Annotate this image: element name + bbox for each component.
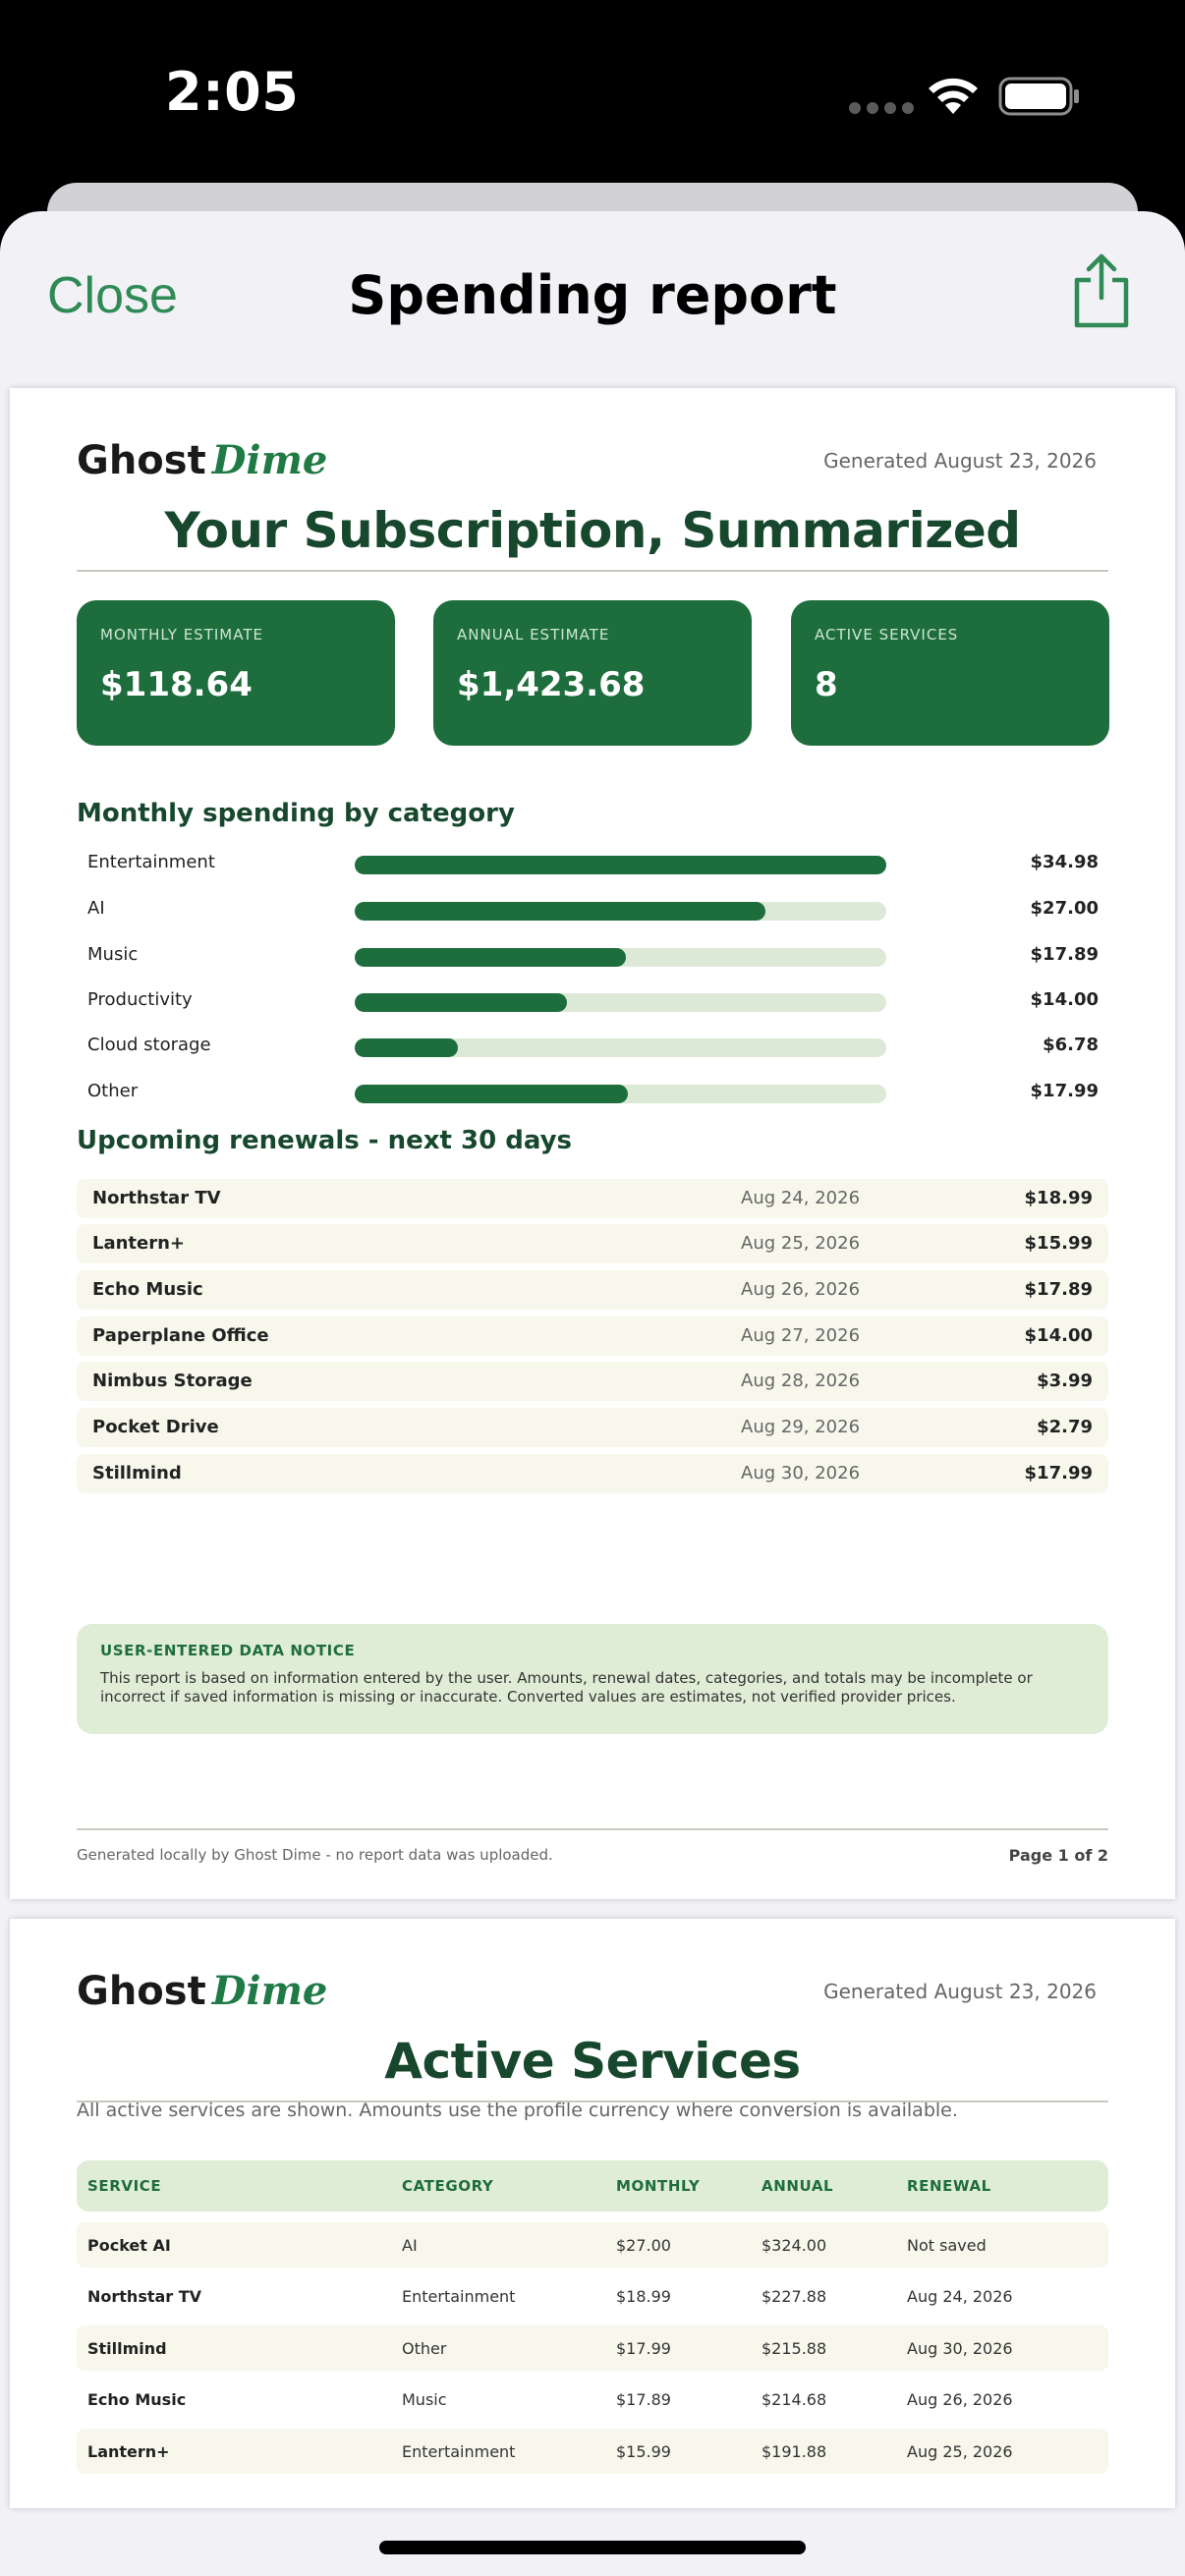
table-row xyxy=(77,2429,1108,2474)
category-name: Entertainment xyxy=(87,852,215,872)
category-amount: $34.98 xyxy=(1030,852,1099,872)
category-row xyxy=(77,1075,1108,1114)
cell-annual: $324.00 xyxy=(762,2236,827,2255)
title-divider xyxy=(77,570,1108,572)
cell-monthly: $17.99 xyxy=(616,2339,671,2358)
cellular-signal-icon xyxy=(849,102,914,114)
cell-service: Stillmind xyxy=(87,2339,167,2358)
category-bar-fill xyxy=(355,993,567,1012)
services-table-header xyxy=(77,2160,1108,2212)
category-bar xyxy=(355,902,886,921)
cell-category: Entertainment xyxy=(402,2287,516,2306)
renewal-service: Pocket Drive xyxy=(92,1417,219,1437)
annual-estimate-card xyxy=(433,600,752,746)
renewal-date: Aug 24, 2026 xyxy=(741,1188,861,1208)
category-bar xyxy=(355,856,886,874)
renewal-row xyxy=(77,1224,1108,1263)
category-amount: $17.89 xyxy=(1030,944,1099,965)
column-header-service: SERVICE xyxy=(87,2177,162,2195)
stat-value: 8 xyxy=(815,665,838,704)
renewal-amount: $17.99 xyxy=(1024,1463,1093,1484)
cell-monthly: $18.99 xyxy=(616,2287,671,2306)
renewal-service: Nimbus Storage xyxy=(92,1371,253,1391)
renewal-date: Aug 29, 2026 xyxy=(741,1417,861,1437)
report-page-1[interactable] xyxy=(10,388,1175,1899)
stat-label: ANNUAL ESTIMATE xyxy=(457,626,610,644)
renewal-date: Aug 30, 2026 xyxy=(741,1463,861,1484)
cell-monthly: $27.00 xyxy=(616,2236,671,2255)
column-header-monthly: MONTHLY xyxy=(616,2177,701,2195)
category-name: Other xyxy=(87,1081,139,1101)
column-header-category: CATEGORY xyxy=(402,2177,494,2195)
data-notice xyxy=(77,1624,1108,1734)
cell-annual: $215.88 xyxy=(762,2339,827,2358)
renewal-row xyxy=(77,1408,1108,1447)
renewal-row xyxy=(77,1270,1108,1310)
footer-divider xyxy=(77,1828,1108,1830)
table-row xyxy=(77,2273,1108,2319)
category-row xyxy=(77,983,1108,1023)
footer-note: Generated locally by Ghost Dime - no report data was uploaded. xyxy=(77,1846,553,1864)
services-title: Active Services xyxy=(384,2033,801,2090)
battery-icon xyxy=(998,77,1081,116)
stat-label: ACTIVE SERVICES xyxy=(815,626,959,644)
report-sheet xyxy=(0,211,1185,2576)
renewal-amount: $17.89 xyxy=(1024,1279,1093,1300)
sheet-title: Spending report xyxy=(348,264,837,326)
renewal-service: Paperplane Office xyxy=(92,1325,269,1346)
notice-body: This report is based on information entered by the user. Amounts, renewal dates, categories, and totals may be incomplete or incorrect if saved information is missing or inaccurate. Converted values are estimates, not verified provider prices. xyxy=(100,1669,1033,1706)
column-header-annual: ANNUAL xyxy=(762,2177,834,2195)
renewal-service: Echo Music xyxy=(92,1279,203,1300)
category-row xyxy=(77,846,1108,885)
category-name: Productivity xyxy=(87,989,193,1010)
category-bar-fill xyxy=(355,902,765,921)
renewal-row xyxy=(77,1316,1108,1356)
category-name: AI xyxy=(87,898,105,919)
cell-renewal: Aug 30, 2026 xyxy=(907,2339,1013,2358)
category-bar xyxy=(355,993,886,1012)
category-bar xyxy=(355,1085,886,1103)
table-row xyxy=(77,2222,1108,2268)
category-row xyxy=(77,892,1108,931)
table-row xyxy=(77,2325,1108,2371)
category-amount: $27.00 xyxy=(1030,898,1099,919)
share-button[interactable] xyxy=(1067,251,1136,329)
column-header-renewal: RENEWAL xyxy=(907,2177,991,2195)
renewal-date: Aug 28, 2026 xyxy=(741,1371,861,1391)
cell-monthly: $15.99 xyxy=(616,2442,671,2461)
category-amount: $17.99 xyxy=(1030,1081,1099,1101)
cell-service: Pocket AI xyxy=(87,2236,171,2255)
cell-service: Lantern+ xyxy=(87,2442,170,2461)
category-amount: $6.78 xyxy=(1043,1035,1099,1055)
cell-service: Northstar TV xyxy=(87,2287,202,2306)
category-amount: $14.00 xyxy=(1030,989,1099,1010)
renewal-row xyxy=(77,1179,1108,1218)
renewal-service: Lantern+ xyxy=(92,1233,186,1254)
cell-annual: $227.88 xyxy=(762,2287,827,2306)
renewal-date: Aug 25, 2026 xyxy=(741,1233,861,1254)
category-name: Cloud storage xyxy=(87,1035,211,1055)
category-row xyxy=(77,1029,1108,1068)
brand-logo: Ghost Dime xyxy=(77,437,328,483)
cell-category: Entertainment xyxy=(402,2442,516,2461)
status-time: 2:05 xyxy=(165,61,300,123)
category-bar xyxy=(355,1038,886,1057)
cell-annual: $191.88 xyxy=(762,2442,827,2461)
page-number: Page 1 of 2 xyxy=(1008,1846,1108,1865)
brand-logo: Ghost Dime xyxy=(77,1968,328,2014)
renewal-amount: $15.99 xyxy=(1024,1233,1093,1254)
renewal-row xyxy=(77,1454,1108,1493)
active-services-card xyxy=(791,600,1109,746)
cell-category: Music xyxy=(402,2390,447,2409)
category-bar-fill xyxy=(355,1085,628,1103)
cell-category: AI xyxy=(402,2236,418,2255)
renewal-amount: $2.79 xyxy=(1037,1417,1093,1437)
share-icon xyxy=(1067,251,1136,329)
cell-renewal: Aug 26, 2026 xyxy=(907,2390,1013,2409)
cell-renewal: Aug 24, 2026 xyxy=(907,2287,1013,2306)
cell-category: Other xyxy=(402,2339,447,2358)
cell-renewal: Aug 25, 2026 xyxy=(907,2442,1013,2461)
renewal-row xyxy=(77,1362,1108,1401)
cell-service: Echo Music xyxy=(87,2390,187,2409)
wifi-icon xyxy=(926,75,981,116)
renewal-amount: $14.00 xyxy=(1024,1325,1093,1346)
generated-date: Generated August 23, 2026 xyxy=(823,1980,1097,2003)
category-bar-fill xyxy=(355,856,886,874)
renewal-amount: $18.99 xyxy=(1024,1188,1093,1208)
renewal-date: Aug 26, 2026 xyxy=(741,1279,861,1300)
cell-monthly: $17.89 xyxy=(616,2390,671,2409)
category-bar xyxy=(355,948,886,967)
report-page-2[interactable] xyxy=(10,1919,1175,2508)
renewals-heading: Upcoming renewals - next 30 days xyxy=(77,1126,573,1155)
notice-title: USER-ENTERED DATA NOTICE xyxy=(100,1642,356,1659)
renewal-service: Northstar TV xyxy=(92,1188,221,1208)
category-row xyxy=(77,938,1108,978)
services-subtitle: All active services are shown. Amounts use the profile currency where conversion is available. xyxy=(77,2100,958,2121)
cell-annual: $214.68 xyxy=(762,2390,827,2409)
monthly-estimate-card xyxy=(77,600,395,746)
close-button[interactable]: Close xyxy=(47,267,178,324)
stat-label: MONTHLY ESTIMATE xyxy=(100,626,263,644)
renewal-amount: $3.99 xyxy=(1037,1371,1093,1391)
category-bar-fill xyxy=(355,1038,458,1057)
generated-date: Generated August 23, 2026 xyxy=(823,449,1097,473)
category-heading: Monthly spending by category xyxy=(77,799,515,828)
category-name: Music xyxy=(87,944,139,965)
renewal-service: Stillmind xyxy=(92,1463,182,1484)
category-bar-fill xyxy=(355,948,626,967)
table-row xyxy=(77,2377,1108,2422)
stat-value: $1,423.68 xyxy=(457,665,646,704)
renewal-date: Aug 27, 2026 xyxy=(741,1325,861,1346)
cell-renewal: Not saved xyxy=(907,2236,987,2255)
home-indicator xyxy=(379,2541,806,2554)
report-title: Your Subscription, Summarized xyxy=(164,502,1021,559)
stat-value: $118.64 xyxy=(100,665,253,704)
